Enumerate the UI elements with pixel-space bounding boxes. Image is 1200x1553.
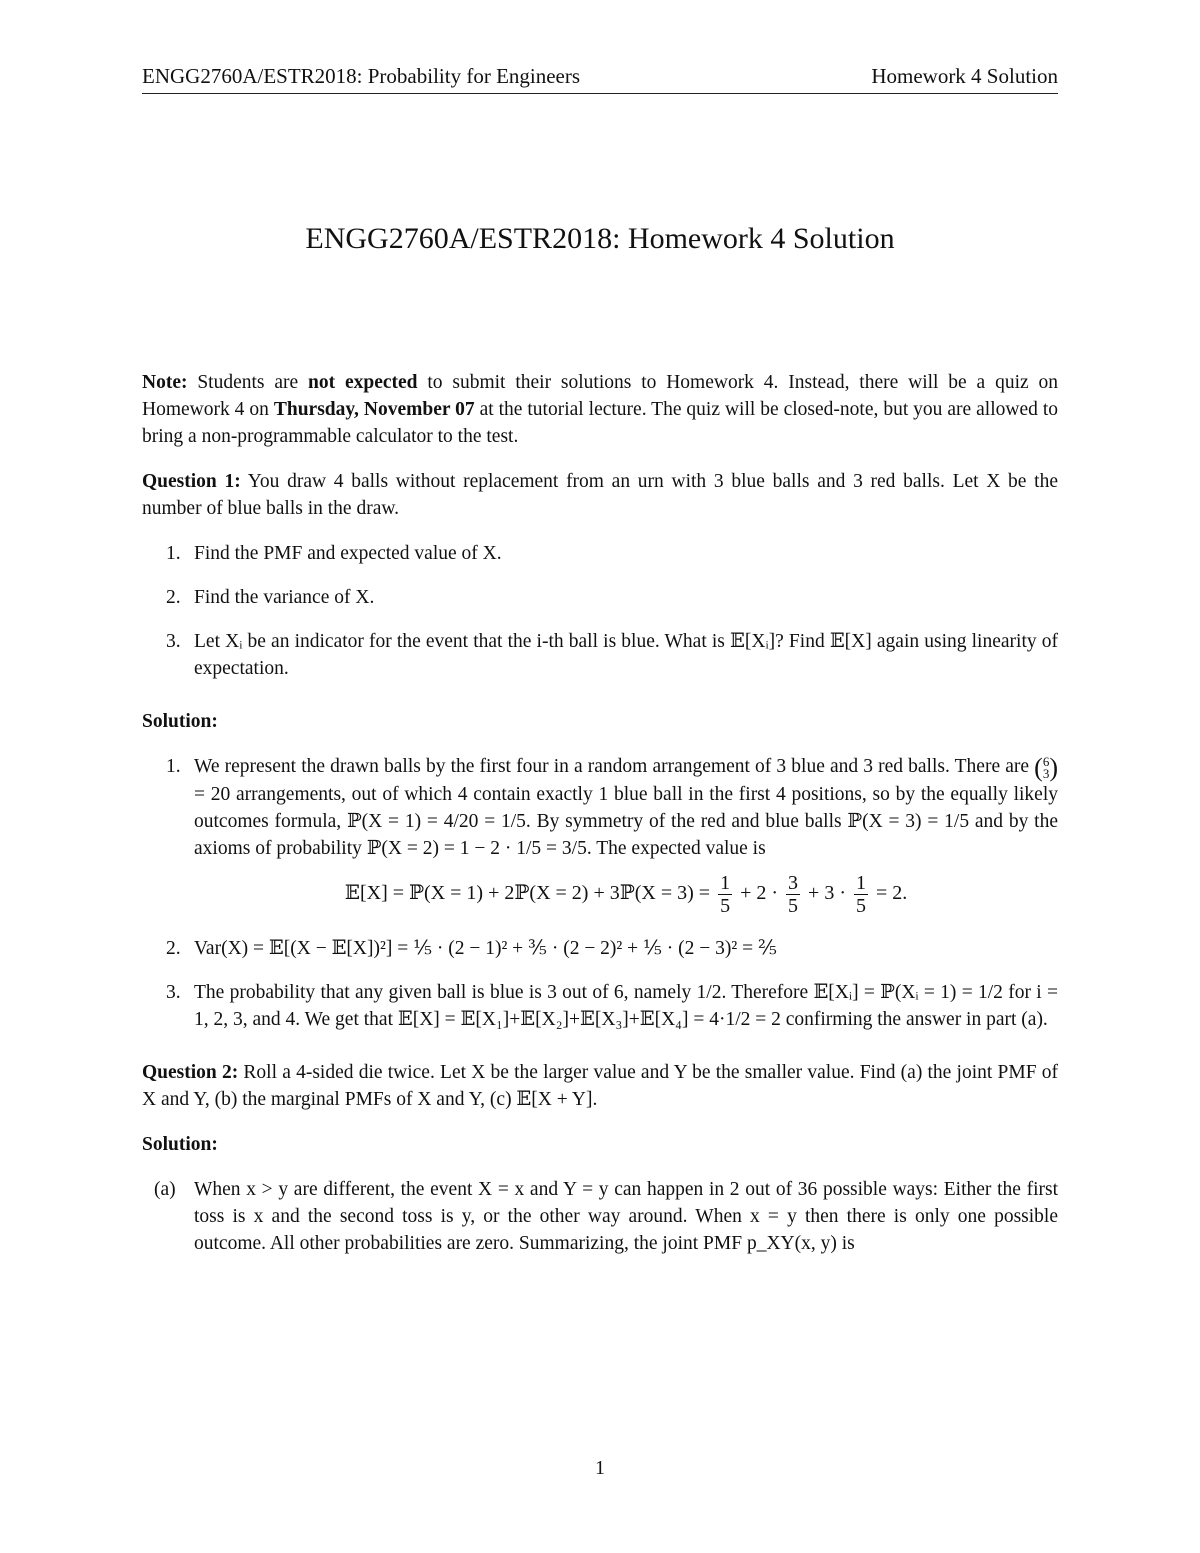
- page-number: 1: [595, 1457, 605, 1479]
- list-item: [142, 935, 1058, 962]
- running-header-course: ENGG2760A/ESTR2018: Probability for Engineers: [142, 64, 581, 88]
- list-number: 2.: [166, 587, 181, 608]
- solution-1-parts: [142, 753, 1058, 1033]
- fraction: $\frac{1}{5}$: [856, 872, 866, 918]
- list-item: [142, 584, 1058, 611]
- solution-label: Solution:: [142, 1134, 218, 1156]
- document-body: [142, 369, 1058, 1257]
- question-1-parts: [142, 540, 1058, 682]
- equation-lhs: 𝔼[X] = ℙ(X = 1) + 2ℙ(X = 2) + 3ℙ(X = 3) =: [344, 882, 711, 905]
- document-title: ENGG2760A/ESTR2018: Homework 4 Solution: [305, 222, 895, 255]
- question-2: [142, 1059, 1058, 1113]
- list-item: [142, 1176, 1058, 1257]
- list-item: [142, 628, 1058, 682]
- question-2-text: Roll a 4-sided die twice. Let X be the larger value and Y be the smaller value. Find (a) the joint PMF of X and Y, (b) the marginal PMFs of X and Y, (c) 𝔼[X + Y].: [142, 1062, 1058, 1111]
- solution-1-text-b: = 20 arrangements, out of which 4 contain exactly 1 blue ball in the first 4 positions, so by the equally likely outcomes formula, ℙ(X = 1) = 4/20 = 1/5. By symmetry of the red and blue balls ℙ(X = 3) = 1/5 and by the axioms of probability ℙ(X = 2) = 1 − 2 · 1/5 = 3/5. The expected value is: [194, 784, 1058, 860]
- question-1: [142, 468, 1058, 522]
- question-2-label: Question 2:: [142, 1062, 239, 1084]
- list-item: [142, 979, 1058, 1033]
- list-item: 1. We represent the drawn balls by the first four in a random arrangement of 3 blue and 3 red balls. There are (6 3) = 20 arrangements, out of which 4 contain exactly 1 blue ball in the first 4 positions, so by the equally likely outcomes formula, ℙ(X = 1) = 4/20 = 1/5. By symmetry of the red and blue balls ℙ(X = 3) = 1/5 and by the axioms of probability ℙ(X = 2) = 1 − 2 · 1/5 = 3/5. The expected value is 𝔼[X] = ℙ(X = 1) + 2ℙ(X = 2) + 3ℙ(X = 3) = $\frac{1}{5}$ + 2 · $\frac{3}{5}$ + 3 · $\frac{1}{5}$ = 2.: [142, 753, 1058, 929]
- note-text-2: to submit their solutions to Homework 4. Instead, there will be a quiz on Homework 4 on: [142, 372, 1058, 420]
- solution-2-parts: [142, 1176, 1058, 1257]
- binom-bottom: 3: [1042, 765, 1050, 781]
- question-1-label: Question 1:: [142, 471, 241, 492]
- note-label: Note:: [142, 372, 188, 393]
- note-paragraph: [142, 369, 1058, 450]
- quiz-date: Thursday, November 07: [273, 399, 475, 420]
- expected-value-equation: 𝔼[X] = ℙ(X = 1) + 2ℙ(X = 2) + 3ℙ(X = 3) = $\frac{1}{5}$ + 2 · $\frac{3}{5}$ + 3 · $\frac{1}{5}$ = 2.: [344, 872, 908, 918]
- list-number: 3.: [166, 982, 181, 1004]
- solution-label: Solution:: [142, 711, 218, 732]
- list-text: When x > y are different, the event X = x and Y = y can happen in 2 out of 36 possible ways: Either the first toss is x and the second toss is y, or the other way around. When x = y then there is only one possible outcome. All other probabilities are zero. Summarizing, the joint PMF p_XY(x, y) is: [194, 1179, 1058, 1255]
- list-text: Find the variance of X.: [194, 587, 375, 608]
- list-number: 3.: [166, 631, 181, 652]
- note-text-3: at the tutorial lecture. The quiz will be closed-note, but you are allowed to bring a non-programmable calculator to the test.: [142, 399, 1058, 447]
- solution-1-text-a: We represent the drawn balls by the first four in a random arrangement of 3 blue and 3 red balls. There are: [194, 756, 1035, 777]
- list-number: 1.: [166, 756, 181, 777]
- question-1-text: You draw 4 balls without replacement from an urn with 3 blue balls and 3 red balls. Let X be the number of blue balls in the draw.: [142, 471, 1059, 519]
- list-item: [142, 540, 1058, 567]
- list-number: 1.: [166, 543, 181, 564]
- variance-equation: Var(X) = 𝔼[(X − 𝔼[X])²] = ⅕ · (2 − 1)² + ⅗ · (2 − 2)² + ⅕ · (2 − 3)² = ⅖: [194, 938, 777, 960]
- fraction: $\frac{3}{5}$: [788, 872, 799, 918]
- list-number: (a): [154, 1179, 176, 1201]
- solution-2-heading: [142, 1131, 1058, 1158]
- list-text: Find the PMF and expected value of X.: [194, 543, 502, 564]
- fraction: $\frac{1}{5}$: [720, 872, 731, 918]
- running-header-doc: Homework 4 Solution: [871, 64, 1058, 88]
- list-number: 2.: [166, 938, 181, 960]
- list-text: Let Xᵢ be an indicator for the event that the i-th ball is blue. What is 𝔼[Xᵢ]? Find 𝔼[X] again using linearity of expectation.: [194, 631, 1058, 679]
- note-text-1: Students are: [187, 372, 309, 393]
- note-emphasis: not expected: [308, 372, 418, 393]
- solution-1-heading: [142, 708, 1058, 735]
- list-text: The probability that any given ball is blue is 3 out of 6, namely 1/2. Therefore 𝔼[Xᵢ] = ℙ(Xᵢ = 1) = 1/2 for i = 1, 2, 3, and 4. We get that 𝔼[X] = 𝔼[X₁]+𝔼[X₂]+𝔼[X₃]+𝔼[X₄] = 4·1/2 = 2 confirming the answer in part (a).: [194, 982, 1058, 1031]
- header-rule: [142, 93, 1058, 94]
- equation-result: = 2.: [876, 882, 908, 905]
- binom-top: 6: [1042, 753, 1050, 769]
